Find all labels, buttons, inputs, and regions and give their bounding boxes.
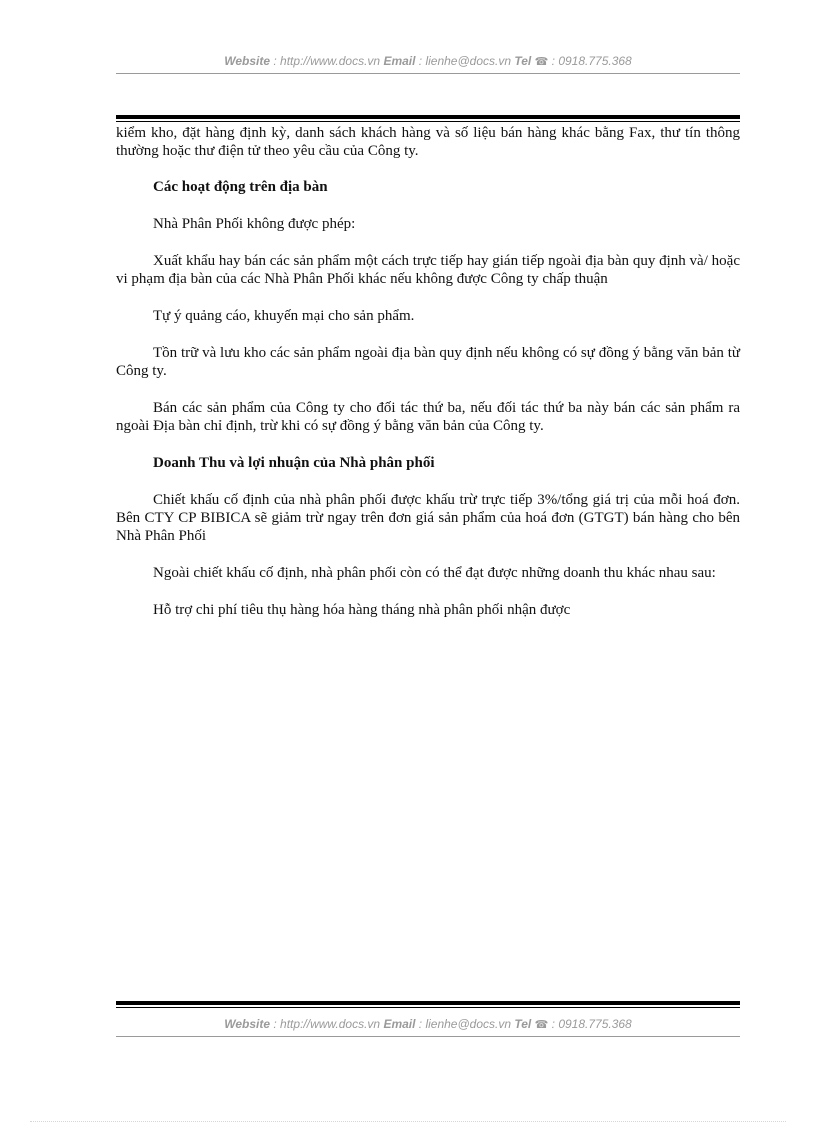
page-header	[116, 54, 740, 68]
header-tel-label: Tel	[514, 54, 532, 68]
paragraph-fixed-discount: Chiết khấu cố định của nhà phân phối được khấu trừ trực tiếp 3%/tổng giá trị của mỗi hoá đơn. Bên CTY CP BIBICA sẽ giảm trừ ngay trên đơn giá sản phẩm của hoá đơn (GTGT) bán hàng cho bên Nhà Phân Phối	[116, 492, 740, 544]
footer-email-label: Email	[383, 1017, 416, 1031]
paragraph-third-party: Bán các sản phẩm của Công ty cho đối tác thứ ba, nếu đối tác thứ ba này bán các sản phẩm ra ngoài Địa bàn chỉ định, trừ khi có sự đồng ý bằng văn bản của Công ty.	[116, 400, 740, 434]
phone-icon: ☎	[534, 56, 549, 68]
footer-website-link[interactable]: : http://www.docs.vn	[270, 1017, 384, 1031]
paragraph-monthly-support: Hỗ trợ chi phí tiêu thụ hàng hóa hàng tháng nhà phân phối nhận được	[153, 602, 571, 618]
footer-double-rule	[116, 1001, 740, 1005]
footer-website-label: Website	[224, 1017, 271, 1031]
header-email-label: Email	[383, 54, 416, 68]
section-heading-territory: Các hoạt động trên địa bàn	[153, 179, 328, 195]
footer-tel-label: Tel	[514, 1017, 532, 1031]
header-double-rule	[116, 115, 740, 119]
footer-tel-value: : 0918.775.368	[548, 1017, 632, 1031]
header-website-label: Website	[224, 54, 271, 68]
paragraph-storage: Tồn trữ và lưu kho các sản phẩm ngoài địa bàn quy định nếu không có sự đồng ý bằng văn bản từ Công ty.	[116, 345, 740, 379]
footer-email-link[interactable]: : lienhe@docs.vn	[415, 1017, 515, 1031]
paragraph-continuation: kiểm kho, đặt hàng định kỳ, danh sách khách hàng và số liệu bán hàng khác bằng Fax, thư tín thông thường hoặc thư điện tử theo yêu cầu của Công ty.	[116, 125, 740, 159]
header-divider	[116, 73, 740, 74]
header-website-link[interactable]: : http://www.docs.vn	[270, 54, 384, 68]
paragraph-advertising: Tự ý quảng cáo, khuyến mại cho sản phẩm.	[153, 308, 415, 324]
section-heading-revenue: Doanh Thu và lợi nhuận của Nhà phân phối	[153, 455, 435, 471]
header-email-link[interactable]: : lienhe@docs.vn	[415, 54, 515, 68]
paragraph-prohibited-intro: Nhà Phân Phối không được phép:	[153, 216, 356, 232]
paragraph-export: Xuất khẩu hay bán các sản phẩm một cách trực tiếp hay gián tiếp ngoài địa bàn quy định và/ hoặc vi phạm địa bàn của các Nhà Phân Phối khác nếu không được Công ty chấp thuận	[116, 253, 740, 287]
document-body	[116, 124, 740, 638]
footer-divider	[116, 1036, 740, 1037]
page-bottom-edge	[30, 1121, 786, 1122]
paragraph-other-revenue: Ngoài chiết khấu cố định, nhà phân phối còn có thể đạt được những doanh thu khác nhau sau:	[153, 565, 716, 581]
header-tel-value: : 0918.775.368	[548, 54, 632, 68]
phone-icon: ☎	[534, 1019, 549, 1031]
page-footer	[116, 1017, 740, 1031]
